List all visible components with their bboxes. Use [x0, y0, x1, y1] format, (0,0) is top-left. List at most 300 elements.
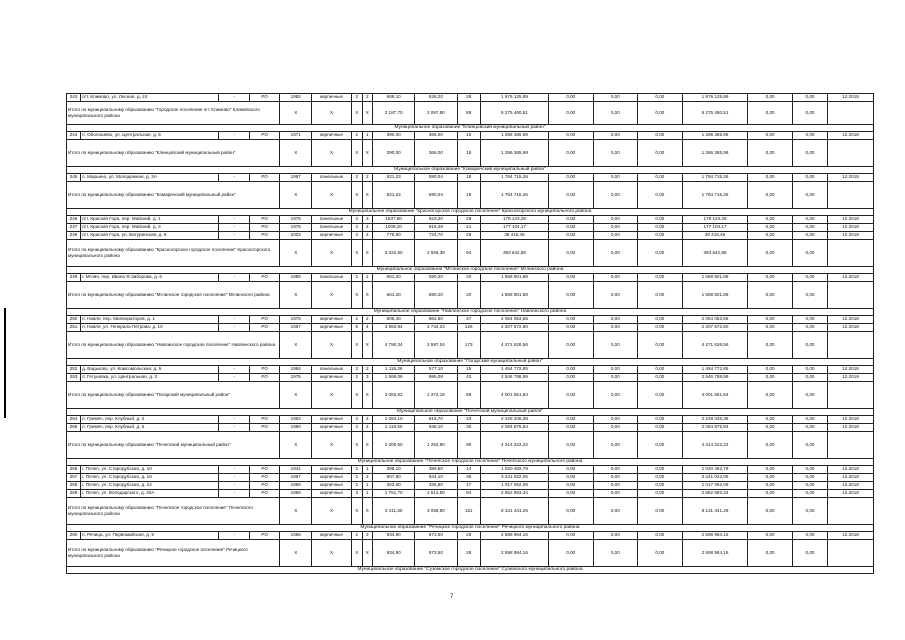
- table-cell: -: [219, 416, 249, 424]
- section-title: Муниципальное образование "Клинцовский муниципальный район": [67, 125, 874, 132]
- table-cell: -: [219, 532, 249, 540]
- table-cell: 648,10: [415, 424, 457, 432]
- table-cell: 1: [362, 466, 373, 474]
- table-cell: 0,00: [638, 498, 683, 525]
- address-cell: п. Оболешево, ул. Центральная, д. 5: [81, 132, 219, 140]
- address-cell: п. Гремяч, пер. Клубный, д. 5: [81, 424, 219, 432]
- table-cell: панельные: [312, 274, 352, 282]
- subtotal-label: Итого по муниципальному образованию "Клинцовский муниципальный район": [67, 140, 280, 167]
- table-cell: 0,00: [638, 532, 683, 540]
- table-cell: 259: [67, 490, 81, 498]
- table-cell: 178 123,26: [480, 216, 548, 224]
- table-cell: кирпичные: [312, 324, 352, 332]
- table-cell: РО: [249, 466, 279, 474]
- table-row: [67, 132, 874, 140]
- table-cell: 0,00: [638, 140, 683, 167]
- address-cell: пгт. Климово, ул. Лесная, д. 24: [81, 94, 219, 102]
- table-cell: X: [362, 240, 373, 267]
- address-cell: п. Навля, ул. Генерала Петрова, д. 10: [81, 324, 219, 332]
- table-cell: 6 275 460,51: [682, 102, 748, 125]
- table-cell: [828, 240, 874, 267]
- table-cell: [828, 540, 874, 567]
- table-cell: 353,60: [373, 482, 415, 490]
- table-cell: кирпичные: [312, 316, 352, 324]
- table-cell: 1 286 365,98: [480, 140, 548, 167]
- table-cell: 1941: [280, 466, 312, 474]
- table-cell: 0,00: [548, 332, 593, 359]
- table-cell: 258: [67, 482, 81, 490]
- table-cell: [828, 102, 874, 125]
- table-cell: 14: [457, 466, 480, 474]
- table-cell: 47: [457, 316, 480, 324]
- table-cell: 0,00: [792, 282, 827, 309]
- table-cell: 0,00: [792, 382, 827, 409]
- table-cell: РО: [249, 474, 279, 482]
- subtotal-label: Итого по муниципальному образованию "Красногорское городское поселение" Красногорского муниципального района: [67, 240, 280, 267]
- table-cell: 0,00: [593, 532, 638, 540]
- section-title: Муниципальное образование "Мглинское городское поселение" Мглинского района: [67, 267, 874, 274]
- table-cell: 0,00: [638, 224, 683, 232]
- table-cell: 177 104,17: [682, 224, 748, 232]
- table-cell: кирпичные: [312, 416, 352, 424]
- table-cell: 0,00: [593, 540, 638, 567]
- address-cell: г. Почеп, ул. Стародубская, д. 18: [81, 474, 219, 482]
- table-cell: X: [312, 140, 352, 167]
- table-cell: 0,00: [638, 540, 683, 567]
- table-cell: 12.2018: [828, 94, 874, 102]
- table-cell: 12.2018: [828, 474, 874, 482]
- table-cell: 2 064 053,66: [480, 316, 548, 324]
- table-cell: -: [219, 232, 249, 240]
- table-cell: 0,00: [548, 182, 593, 209]
- table-cell: кирпичные: [312, 474, 352, 482]
- table-cell: 0,00: [792, 216, 827, 224]
- section-title: Муниципальное образование "Речицкое городское поселение" Речицкого муниципального района: [67, 525, 874, 532]
- table-cell: 0,00: [748, 282, 793, 309]
- table-cell: 0,00: [748, 416, 793, 424]
- table-cell: 0,00: [638, 416, 683, 424]
- table-cell: 0,00: [548, 424, 593, 432]
- address-cell: пгт. Красная Гора, ул. Батуринская, д. 8: [81, 232, 219, 240]
- table-cell: X: [362, 282, 373, 309]
- table-cell: X: [312, 432, 352, 459]
- table-cell: 0,00: [748, 490, 793, 498]
- table-cell: кирпичные: [312, 232, 352, 240]
- table-cell: 0,00: [638, 466, 683, 474]
- table-cell: 2: [351, 224, 362, 232]
- table-cell: -: [219, 366, 249, 374]
- table-cell: 0,00: [548, 416, 593, 424]
- table-cell: РО: [249, 174, 279, 182]
- table-cell: 2 200,60: [373, 432, 415, 459]
- table-row: [67, 324, 874, 332]
- table-cell: 626,20: [415, 94, 457, 102]
- address-cell: п. Гремяч, пер. Клубный, д. 2: [81, 416, 219, 424]
- table-cell: 0,00: [748, 94, 793, 102]
- table-cell: 2: [351, 424, 362, 432]
- table-cell: 0,00: [548, 94, 593, 102]
- table-cell: 590,20: [415, 282, 457, 309]
- table-cell: 28: [457, 94, 480, 102]
- table-cell: X: [280, 282, 312, 309]
- table-cell: 0,00: [548, 540, 593, 567]
- table-cell: 12.2018: [828, 416, 874, 424]
- table-cell: 4 314 222,22: [480, 432, 548, 459]
- table-cell: 0,00: [792, 490, 827, 498]
- table-cell: 724,70: [415, 232, 457, 240]
- page-number: 7: [450, 594, 454, 600]
- table-cell: 0,00: [548, 366, 593, 374]
- table-cell: 0,00: [792, 224, 827, 232]
- table-cell: 0,00: [548, 102, 593, 125]
- section-title: Муниципальное образование "Комаричский муниципальный район": [67, 167, 874, 174]
- table-cell: 0,00: [593, 240, 638, 267]
- table-cell: 2 852 883,34: [480, 490, 548, 498]
- table-cell: 2 852 883,34: [682, 490, 748, 498]
- table-cell: 1: [362, 490, 373, 498]
- table-cell: 0,00: [548, 532, 593, 540]
- table-cell: 398,10: [373, 466, 415, 474]
- table-cell: 0,00: [548, 316, 593, 324]
- table-cell: 1 372,18: [415, 382, 457, 409]
- table-cell: 8 131 441,26: [682, 498, 748, 525]
- table-cell: 0,00: [548, 382, 593, 409]
- table-cell: 0,00: [638, 490, 683, 498]
- table-cell: 12.2018: [828, 366, 874, 374]
- table-cell: 577,10: [415, 366, 457, 374]
- table-cell: 12.2018: [828, 216, 874, 224]
- table-cell: 2: [351, 532, 362, 540]
- table-row: [67, 232, 874, 240]
- table-cell: 0,00: [548, 482, 593, 490]
- table-cell: 0,00: [748, 240, 793, 267]
- table-row: [67, 490, 874, 498]
- table-cell: 18: [457, 174, 480, 182]
- table-row: [67, 224, 874, 232]
- table-cell: 1008,20: [373, 224, 415, 232]
- table-cell: 12.2018: [828, 490, 874, 498]
- table-row: [67, 474, 874, 482]
- table-cell: 0,00: [792, 274, 827, 282]
- table-cell: 862,80: [415, 316, 457, 324]
- table-cell: РО: [249, 374, 279, 382]
- table-cell: X: [362, 332, 373, 359]
- table-cell: 0,00: [638, 474, 683, 482]
- table-cell: 0,00: [638, 232, 683, 240]
- table-cell: 0,00: [792, 532, 827, 540]
- table-cell: 28: [457, 540, 480, 567]
- table-cell: 1 658 801,88: [480, 274, 548, 282]
- table-cell: 6 275 460,51: [480, 102, 548, 125]
- table-row: [67, 216, 874, 224]
- table-cell: 615,70: [415, 416, 457, 424]
- table-cell: 2003: [280, 232, 312, 240]
- table-cell: 12.2019: [828, 374, 874, 382]
- table-cell: [828, 140, 874, 167]
- table-cell: 2 064 053,66: [682, 316, 748, 324]
- table-cell: X: [280, 332, 312, 359]
- table-cell: 0,00: [792, 174, 827, 182]
- table-cell: 12.2018: [828, 316, 874, 324]
- table-cell: X: [280, 182, 312, 209]
- table-cell: РО: [249, 94, 279, 102]
- table-cell: -: [219, 132, 249, 140]
- table-cell: кирпичные: [312, 490, 352, 498]
- table-cell: 4 314 222,22: [682, 432, 748, 459]
- table-cell: X: [351, 102, 362, 125]
- table-cell: -: [219, 424, 249, 432]
- table-cell: 12.2019: [828, 232, 874, 240]
- table-cell: 12.2018: [828, 224, 874, 232]
- table-cell: 0,00: [748, 316, 793, 324]
- table-cell: 1960: [280, 424, 312, 432]
- table-cell: 590,20: [415, 274, 457, 282]
- table-cell: 1 784 715,26: [682, 174, 748, 182]
- subtotal-row: [67, 432, 874, 459]
- table-row: [67, 416, 874, 424]
- table-cell: 2 207 572,80: [480, 324, 548, 332]
- table-cell: 84: [457, 490, 480, 498]
- table-cell: 257: [67, 474, 81, 482]
- table-cell: [828, 182, 874, 209]
- table-cell: 918,48: [415, 224, 457, 232]
- table-cell: 0,00: [748, 224, 793, 232]
- table-cell: 2: [362, 424, 373, 432]
- subtotal-row: [67, 540, 874, 567]
- table-cell: 2 229 346,38: [682, 416, 748, 424]
- table-cell: кирпичные: [312, 132, 352, 140]
- table-cell: 1 286 365,98: [682, 132, 748, 140]
- table-cell: 0,00: [748, 174, 793, 182]
- table-cell: 245: [67, 174, 81, 182]
- address-cell: пгт. Красная Гора, пер. Майский, д. 1: [81, 216, 219, 224]
- table-cell: [828, 382, 874, 409]
- table-cell: РО: [249, 132, 279, 140]
- table-cell: 776,50: [373, 232, 415, 240]
- table-cell: 393 642,88: [480, 240, 548, 267]
- table-cell: 2 598 984,16: [480, 532, 548, 540]
- table-cell: -: [219, 316, 249, 324]
- table-cell: X: [280, 140, 312, 167]
- table-cell: 0,00: [748, 216, 793, 224]
- address-cell: п. Речица, ул. Первомайская, д. 9: [81, 532, 219, 540]
- table-cell: 0,00: [748, 382, 793, 409]
- table-cell: X: [351, 332, 362, 359]
- table-cell: 173: [457, 332, 480, 359]
- table-cell: 0,00: [593, 432, 638, 459]
- table-cell: 1976: [280, 316, 312, 324]
- table-cell: -: [219, 374, 249, 382]
- table-cell: 0,00: [748, 132, 793, 140]
- table-cell: X: [280, 102, 312, 125]
- table-cell: 1 263,80: [415, 432, 457, 459]
- table-cell: X: [312, 102, 352, 125]
- table-cell: 1 115,26: [373, 366, 415, 374]
- table-cell: 0,00: [748, 366, 793, 374]
- table-cell: 251: [67, 324, 81, 332]
- table-cell: 2 598 984,16: [682, 540, 748, 567]
- table-cell: 0,00: [593, 374, 638, 382]
- table-cell: 621,23: [373, 182, 415, 209]
- table-cell: 15: [457, 140, 480, 167]
- table-cell: 0,00: [593, 132, 638, 140]
- table-cell: 0,00: [638, 240, 683, 267]
- table-cell: 3 241 022,05: [682, 474, 748, 482]
- table-cell: X: [362, 432, 373, 459]
- table-cell: 0,00: [792, 132, 827, 140]
- table-cell: 249: [67, 274, 81, 282]
- table-cell: 12.2018: [828, 324, 874, 332]
- table-cell: 390,00: [373, 140, 415, 167]
- table-cell: 0,00: [792, 466, 827, 474]
- table-cell: 2: [362, 174, 373, 182]
- table-cell: 1 017 052,08: [682, 482, 748, 490]
- table-cell: 0,00: [593, 482, 638, 490]
- table-cell: X: [362, 382, 373, 409]
- table-cell: 2 546 788,99: [682, 374, 748, 382]
- table-cell: 3 322,50: [373, 240, 415, 267]
- table-cell: 0,00: [548, 174, 593, 182]
- table-cell: 2 084 875,84: [480, 424, 548, 432]
- table-cell: 0,00: [638, 382, 683, 409]
- table-cell: X: [312, 382, 352, 409]
- table-cell: кирпичные: [312, 482, 352, 490]
- table-cell: 0,00: [748, 102, 793, 125]
- table-cell: 2: [362, 366, 373, 374]
- table-cell: X: [280, 240, 312, 267]
- table-cell: 0,00: [792, 316, 827, 324]
- table-cell: X: [312, 182, 352, 209]
- table-cell: 0,00: [548, 432, 593, 459]
- subtotal-label: Итого по муниципальному образованию "Комаричский муниципальный район": [67, 182, 280, 209]
- table-cell: 1 020 482,79: [682, 466, 748, 474]
- table-cell: 250: [67, 316, 81, 324]
- table-cell: 0,00: [548, 282, 593, 309]
- section-header-row: [67, 125, 874, 132]
- table-cell: кирпичные: [312, 424, 352, 432]
- table-cell: 0,00: [748, 374, 793, 382]
- table-cell: 0,00: [548, 324, 593, 332]
- table-cell: 0,00: [792, 482, 827, 490]
- table-cell: 3: [362, 216, 373, 224]
- table-cell: 15: [457, 132, 480, 140]
- table-cell: 669,10: [373, 94, 415, 102]
- table-cell: 0,00: [548, 140, 593, 167]
- table-cell: РО: [249, 490, 279, 498]
- table-cell: 248: [67, 232, 81, 240]
- section-title: Муниципальное образование "Суземское городское поселение" Суземского муниципального района: [67, 567, 874, 574]
- table-cell: 389,60: [415, 466, 457, 474]
- table-cell: 0,00: [548, 224, 593, 232]
- table-cell: 0,00: [792, 94, 827, 102]
- table-cell: РО: [249, 424, 279, 432]
- table-cell: 1 751,70: [373, 490, 415, 498]
- table-cell: 1537,80: [373, 216, 415, 224]
- table-cell: 1 976 125,89: [480, 94, 548, 102]
- table-row: [67, 532, 874, 540]
- table-cell: 12.2018: [828, 532, 874, 540]
- table-cell: -: [219, 216, 249, 224]
- table-cell: X: [280, 432, 312, 459]
- table-cell: 0,00: [593, 324, 638, 332]
- table-cell: 1975: [280, 374, 312, 382]
- table-cell: 3 883,94: [373, 324, 415, 332]
- address-cell: д. Вадьково, ул. Комсомольская, д. 5: [81, 366, 219, 374]
- table-cell: 3: [362, 374, 373, 382]
- table-cell: X: [280, 382, 312, 409]
- table-cell: 12.2018: [828, 466, 874, 474]
- table-cell: 0,00: [548, 498, 593, 525]
- table-cell: 0,00: [792, 424, 827, 432]
- table-cell: 178 123,26: [682, 216, 748, 224]
- table-cell: РО: [249, 274, 279, 282]
- table-cell: X: [362, 498, 373, 525]
- section-title: Муниципальное образование "Почепское городское поселение" Почепского муниципального района: [67, 459, 874, 466]
- table-cell: 1976: [280, 224, 312, 232]
- table-cell: 41: [457, 224, 480, 232]
- table-cell: 33: [457, 416, 480, 424]
- table-cell: X: [351, 140, 362, 167]
- table-cell: 2: [362, 416, 373, 424]
- section-header-row: [67, 209, 874, 216]
- table-cell: 590,04: [415, 182, 457, 209]
- table-cell: 28: [457, 532, 480, 540]
- section-title: Муниципальное образование "Почепский муниципальный район": [67, 409, 874, 416]
- section-title: Муниципальное образование "Навлинское городское поселение" Навлинского района: [67, 309, 874, 316]
- table-cell: 1 017 052,08: [480, 482, 548, 490]
- table-cell: 2 598 984,16: [480, 540, 548, 567]
- subtotal-label: Итого по муниципальному образованию "Почепское городское поселение" Почепского муниципального района: [67, 498, 280, 525]
- table-row: [67, 274, 874, 282]
- table-cell: 2: [351, 174, 362, 182]
- table-cell: 906,40: [373, 316, 415, 324]
- table-cell: -: [219, 490, 249, 498]
- table-cell: 0,00: [548, 216, 593, 224]
- table-cell: 36: [457, 474, 480, 482]
- table-cell: 3 083,62: [373, 382, 415, 409]
- table-cell: 0,00: [638, 316, 683, 324]
- table-cell: 0,00: [593, 490, 638, 498]
- table-cell: 0,00: [638, 482, 683, 490]
- table-cell: 0,00: [638, 174, 683, 182]
- table-cell: 0,00: [748, 540, 793, 567]
- table-cell: 246: [67, 216, 81, 224]
- table-cell: 590,04: [415, 174, 457, 182]
- table-cell: 1 454 772,85: [480, 366, 548, 374]
- table-cell: 1984: [280, 366, 312, 374]
- table-cell: 0,00: [748, 332, 793, 359]
- table-cell: 0,00: [548, 466, 593, 474]
- table-cell: 2: [362, 274, 373, 282]
- table-cell: -: [219, 274, 249, 282]
- table-cell: 126: [457, 324, 480, 332]
- subtotal-label: Итого по муниципальному образованию "Городское поселение пгт Климово" Климовского муниципального района: [67, 102, 280, 125]
- table-cell: X: [351, 432, 362, 459]
- table-cell: 0,00: [548, 132, 593, 140]
- table-cell: 3 058,80: [415, 498, 457, 525]
- table-cell: 934,90: [373, 532, 415, 540]
- table-cell: 0,00: [593, 498, 638, 525]
- section-header-row: [67, 167, 874, 174]
- table-cell: 2: [351, 482, 362, 490]
- subtotal-row: [67, 240, 874, 267]
- table-cell: 260: [67, 532, 81, 540]
- table-cell: РО: [249, 232, 279, 240]
- table-cell: 1976: [280, 216, 312, 224]
- table-cell: 1967: [280, 324, 312, 332]
- table-cell: 1 084,10: [373, 416, 415, 424]
- table-cell: 1 513,50: [415, 490, 457, 498]
